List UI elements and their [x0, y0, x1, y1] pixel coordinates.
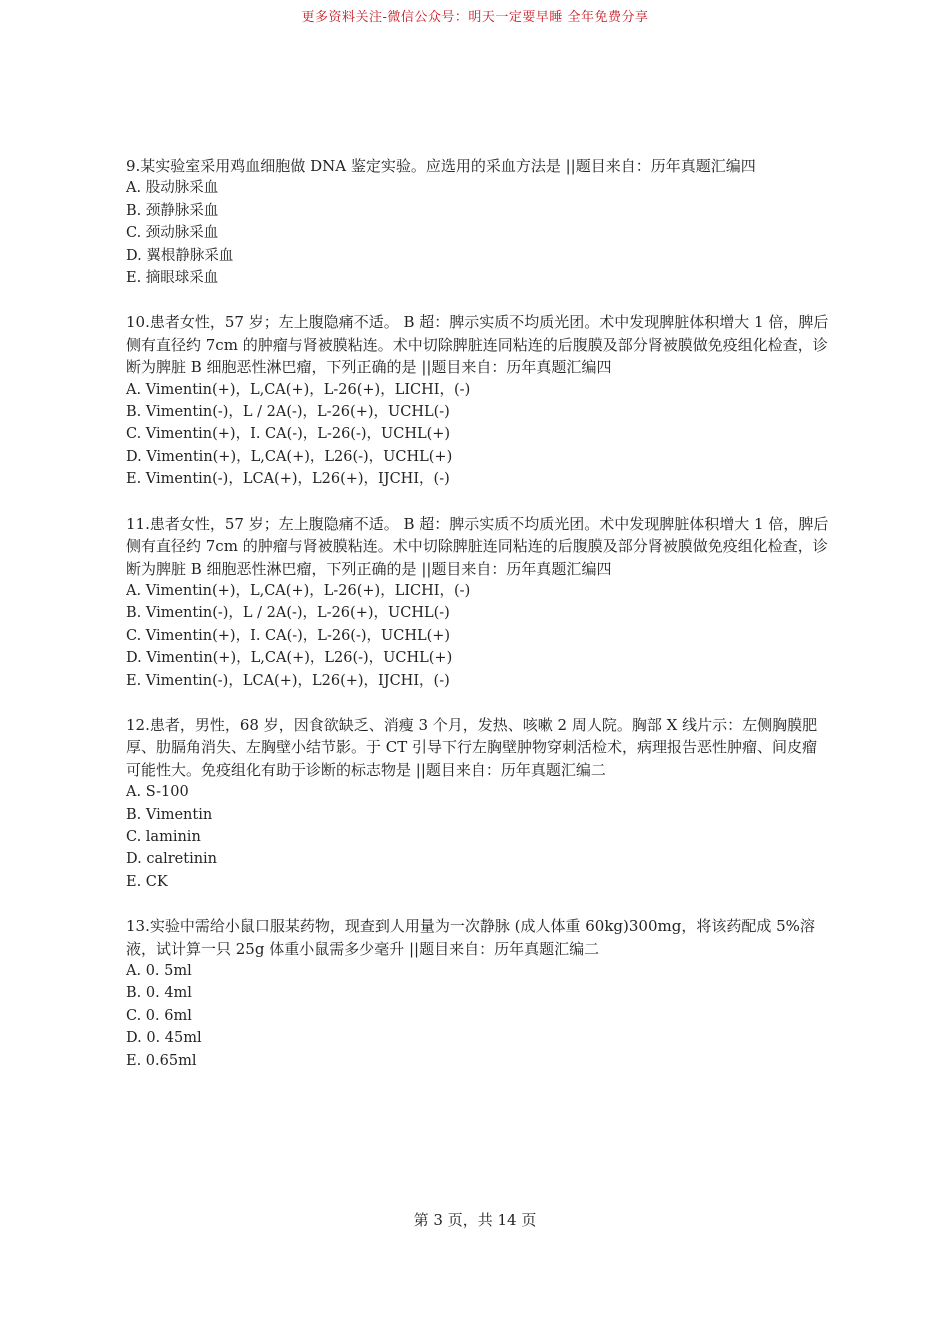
option-c: C. Vimentin(+)，I. CA(-)，L-26(-)，UCHL(+)	[126, 627, 451, 644]
option-d: D. 0. 45ml	[126, 1030, 202, 1047]
option-d: D. Vimentin(+)，L,CA(+)，L26(-)，UCHL(+)	[126, 448, 453, 465]
question-11	[126, 513, 831, 692]
option-b: B. Vimentin(-)，L / 2A(-)，L-26(+)，UCHL(-)	[126, 605, 450, 622]
header-note: 更多资料关注-微信公众号：明天一定要早睡 全年免费分享	[301, 10, 649, 25]
option-a: A. S-100	[126, 784, 189, 801]
question-12	[126, 714, 831, 893]
option-e: E. 0.65ml	[126, 1052, 197, 1069]
question-stem: 9.某实验室采用鸡血细胞做 DNA 鉴定实验。应选用的采血方法是 ||题目来自：历年真题汇编四	[126, 157, 756, 175]
option-b: B. Vimentin(-)，L / 2A(-)，L-26(+)，UCHL(-)	[126, 404, 450, 421]
option-list	[126, 960, 831, 1072]
question-10	[126, 311, 831, 490]
option-d: D. calretinin	[126, 851, 218, 868]
option-c: C. Vimentin(+)，I. CA(-)，L-26(-)，UCHL(+)	[126, 426, 451, 443]
option-b: B. 颈静脉采血	[126, 202, 219, 219]
option-e: E. CK	[126, 873, 168, 890]
question-9	[126, 155, 831, 289]
option-a: A. 股动脉采血	[126, 180, 219, 197]
question-stem: 13.实验中需给小鼠口服某药物，现查到人用量为一次静脉 (成人体重 60kg)300mg，将该药配成 5%溶液，试计算一只 25g 体重小鼠需多少毫升 ||题目来自：历年真题汇编二	[126, 917, 815, 958]
question-stem: 10.患者女性，57 岁；左上腹隐痛不适。 B 超：脾示实质不均质光团。术中发现脾脏体积增大 1 倍，脾后侧有直径约 7cm 的肿瘤与肾被膜粘连。术中切除脾脏连同粘连的后腹膜及部分肾被膜做免疫组化检查，诊断为脾脏 B 细胞恶性淋巴瘤，下列正确的是 ||题目来自：历年真题汇编四	[126, 313, 829, 377]
question-stem: 12.患者，男性，68 岁，因食欲缺乏、消瘦 3 个月，发热、咳嗽 2 周人院。胸部 X 线片示：左侧胸膜肥厚、肋膈角消失、左胸壁小结节影。于 CT 引导下行左胸壁肿物穿刺活检术，病理报告恶性肿瘤、间皮瘤可能性大。免疫组化有助于诊断的标志物是 ||题目来自：历年真题汇编二	[126, 715, 818, 779]
option-c: C. 0. 6ml	[126, 1007, 192, 1024]
option-e: E. Vimentin(-)，LCA(+)，L26(+)，IJCHI，(-)	[126, 672, 450, 689]
option-a: A. 0. 5ml	[126, 963, 192, 979]
option-a: A. Vimentin(+)，L,CA(+)，L-26(+)，LICHI，(-)	[126, 582, 471, 599]
question-list	[126, 155, 831, 1094]
page-number: 第 3 页，共 14 页	[413, 1211, 537, 1229]
option-list	[126, 379, 831, 491]
option-c: C. 颈动脉采血	[126, 225, 219, 242]
option-e: E. Vimentin(-)，LCA(+)，L26(+)，IJCHI，(-)	[126, 471, 450, 488]
option-d: D. 翼根静脉采血	[126, 247, 234, 264]
option-list	[126, 177, 831, 289]
option-list	[126, 580, 831, 692]
option-b: B. 0. 4ml	[126, 985, 192, 1002]
option-b: B. Vimentin	[126, 806, 213, 823]
question-stem: 11.患者女性，57 岁；左上腹隐痛不适。 B 超：脾示实质不均质光团。术中发现脾脏体积增大 1 倍，脾后侧有直径约 7cm 的肿瘤与肾被膜粘连。术中切除脾脏连同粘连的后腹膜及部分肾被膜做免疫组化检查，诊断为脾脏 B 细胞恶性淋巴瘤，下列正确的是 ||题目来自：历年真题汇编四	[126, 514, 829, 578]
option-a: A. Vimentin(+)，L,CA(+)，L-26(+)，LICHI，(-)	[126, 381, 471, 398]
option-c: C. laminin	[126, 828, 201, 845]
option-e: E. 摘眼球采血	[126, 270, 219, 287]
question-13	[126, 915, 831, 1072]
option-d: D. Vimentin(+)，L,CA(+)，L26(-)，UCHL(+)	[126, 650, 453, 667]
option-list	[126, 781, 831, 893]
